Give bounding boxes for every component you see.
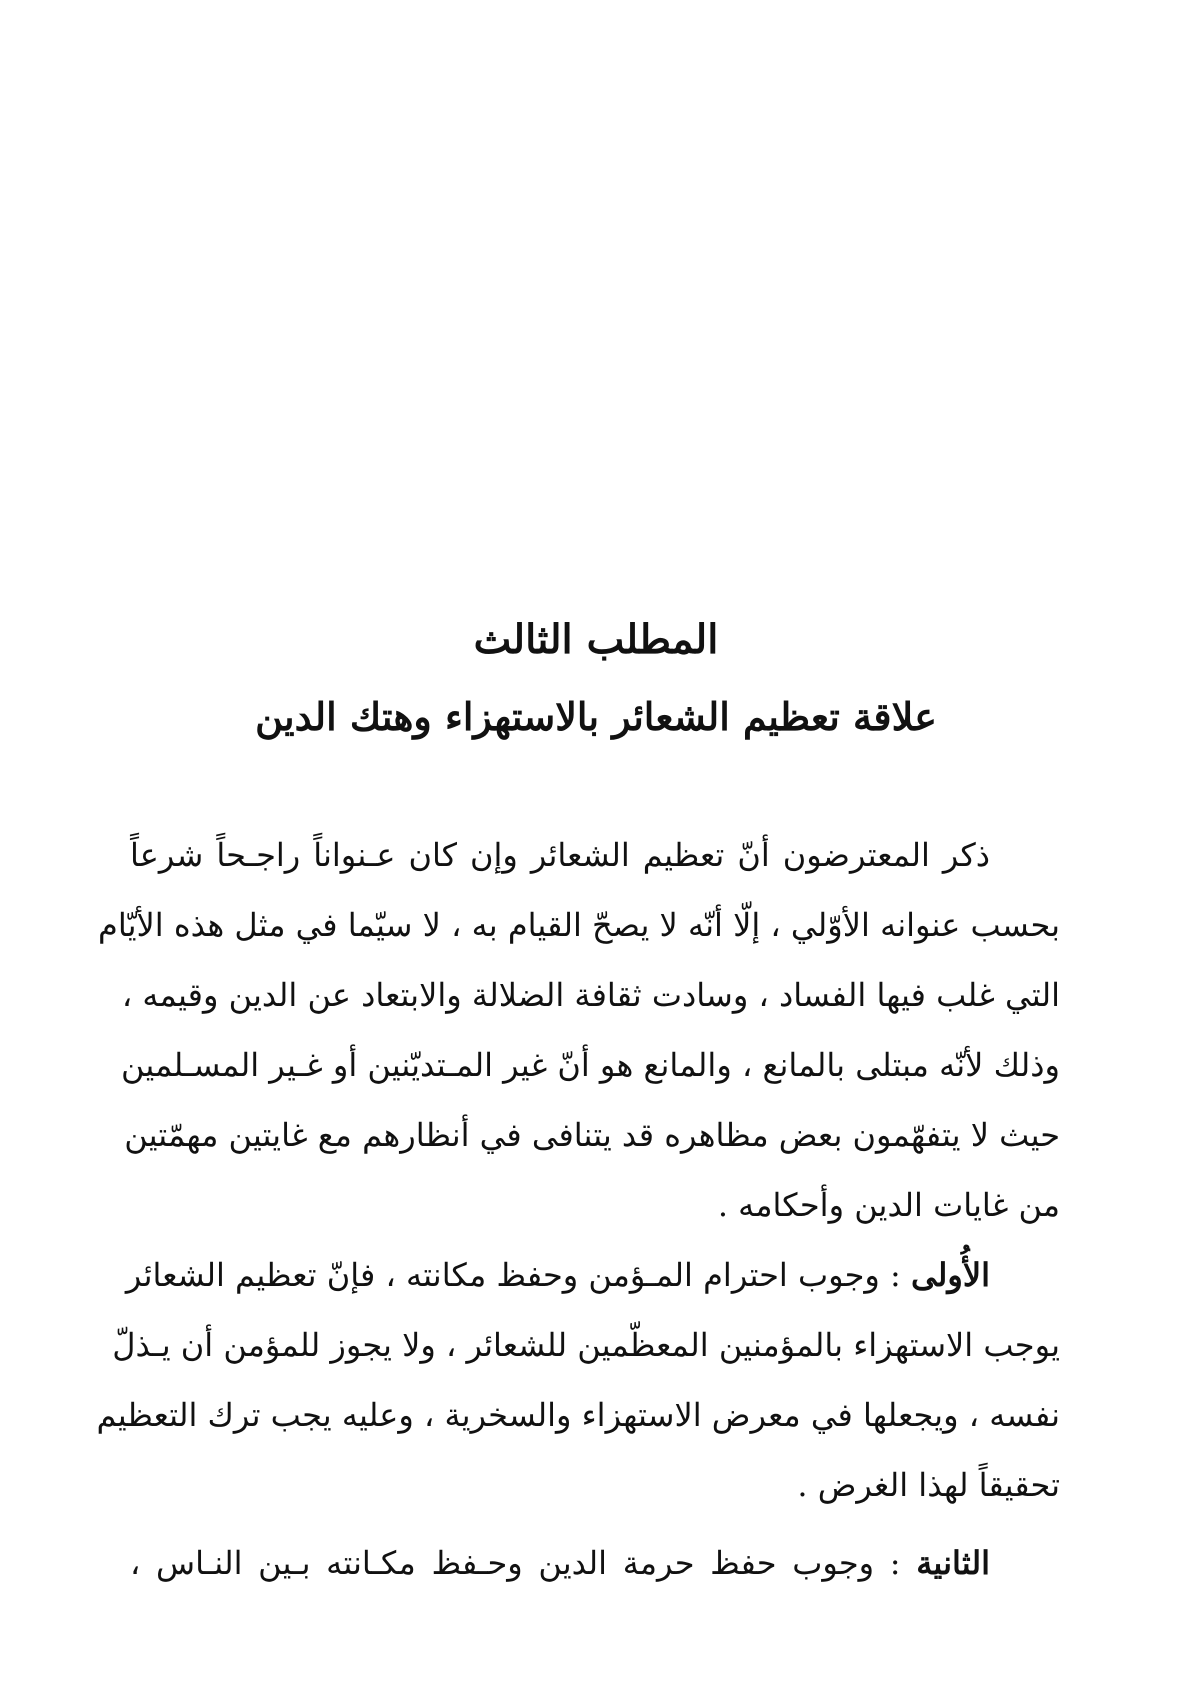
paragraph-first-goal	[96, 1240, 1060, 1520]
body-text	[96, 820, 1060, 1598]
text-line: تحقيقاً لهذا الغرض .	[797, 1466, 1060, 1504]
text-line-rest: : وجوب احترام المـؤمن وحفظ مكانته ، فإنّ تعظيم الشعائر	[125, 1256, 911, 1294]
text-line: التي غلب فيها الفساد ، وسادت ثقافة الضلالة والابتعاد عن الدين وقيمه ،	[121, 976, 1060, 1014]
text-line: بحسب عنوانه الأوّلي ، إلّا أنّه لا يصحّ القيام به ، لا سيّما في مثل هذه الأيّام	[98, 906, 1060, 944]
goal-term-first: الأُولى	[910, 1256, 990, 1294]
text-line: وذلك لأنّه مبتلى بالمانع ، والمانع هو أنّ غير المـتديّنين أو غـير المسـلمين	[120, 1046, 1060, 1084]
text-line: حيث لا يتفهّمون بعض مظاهره قد يتنافى في أنظارهم مع غايتين مهمّتين	[124, 1116, 1060, 1154]
section-title: علاقة تعظيم الشعائر بالاستهزاء وهتك الدين	[255, 694, 937, 739]
text-line	[130, 1528, 1060, 1598]
section-label: المطلب الثالث	[473, 616, 719, 663]
goal-term-second: الثانية	[916, 1544, 991, 1582]
text-line-rest: : وجوب حفظ حرمة الدين وحـفظ مكـانته بـين النـاس ،	[130, 1544, 917, 1582]
text-line: نفسه ، ويجعلها في معرض الاستهزاء والسخرية ، وعليه يجب ترك التعظيم	[96, 1396, 1060, 1434]
text-line: ذكر المعترضون أنّ تعظيم الشعائر وإن كان عـنواناً راجـحاً شرعاً	[130, 836, 990, 874]
text-line	[125, 1240, 1060, 1310]
paragraph-second-goal	[130, 1528, 1060, 1598]
paragraph-intro	[98, 820, 1060, 1240]
text-line: يوجب الاستهزاء بالمؤمنين المعظّمين للشعائر ، ولا يجوز للمؤمن أن يـذلّ	[112, 1326, 1060, 1364]
text-line: من غايات الدين وأحكامه .	[717, 1186, 1060, 1224]
